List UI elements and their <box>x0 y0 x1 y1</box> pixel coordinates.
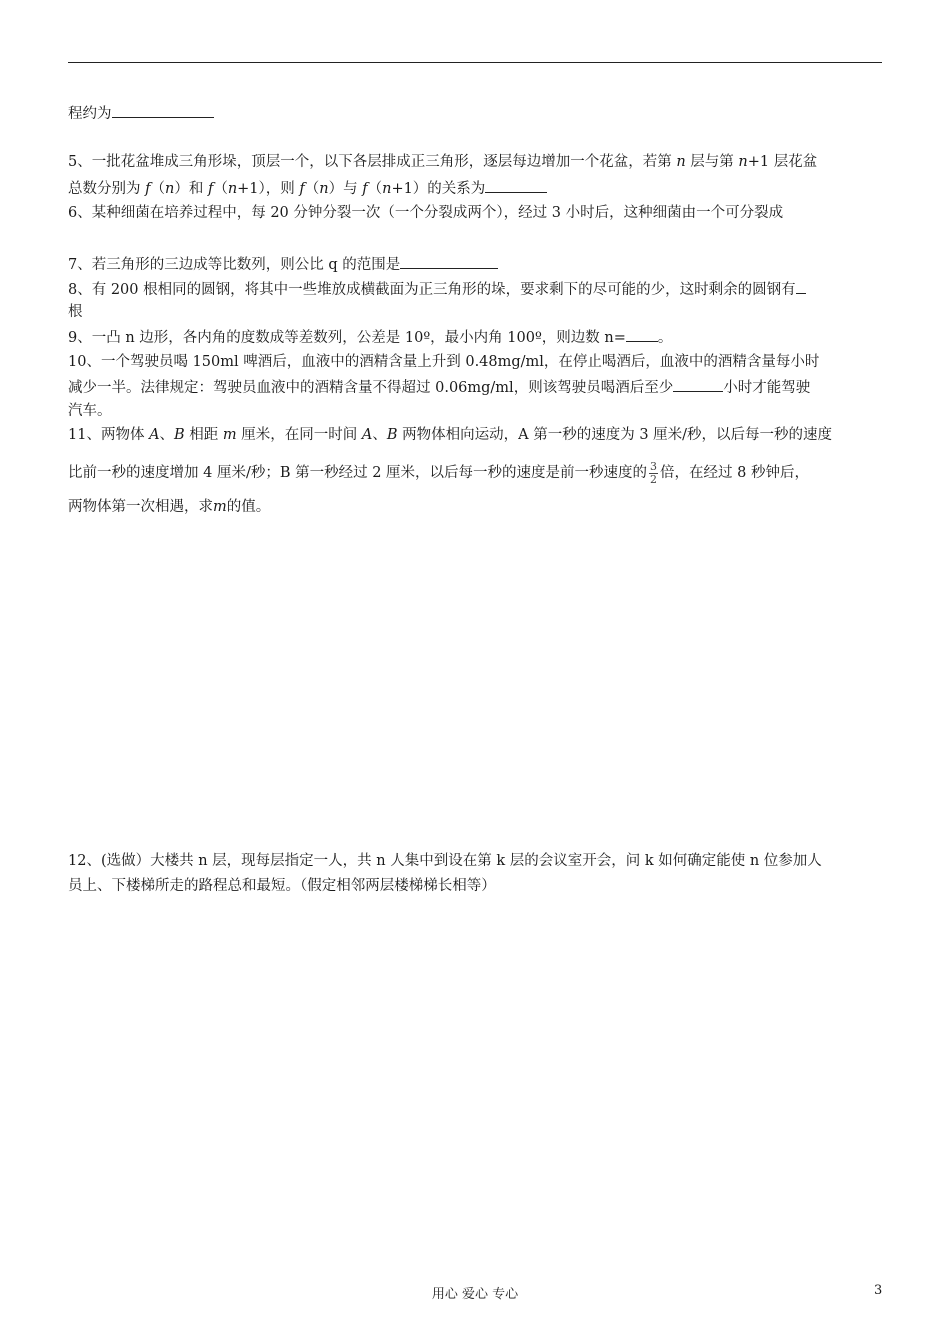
q5-line2: 总数分别为 f（n）和 f（n+1），则 f（n）与 f（n+1）的关系为 <box>68 178 888 199</box>
answer-blank[interactable] <box>796 279 806 294</box>
q11-line3: 两物体第一次相遇，求m的值。 <box>68 499 271 515</box>
answer-blank[interactable] <box>400 254 498 269</box>
q10-line3: 汽车。 <box>68 403 112 419</box>
q12-line1: 12、(选做）大楼共 n 层，现每层指定一人，共 n 人集中到设在第 k 层的会议室开会，问 k 如何确定能使 n 位参加人 <box>68 853 822 869</box>
q7-line1: 7、若三角形的三边成等比数列，则公比 q 的范围是 <box>68 254 888 275</box>
q8-line1: 8、有 200 根相同的圆钢，将其中一些堆放成横截面为正三角形的垛，要求剩下的尽可能的少，这时剩余的圆钢有 <box>68 279 888 300</box>
q11-line1: 11、两物体 A、B 相距 m 厘米，在同一时间 A、B 两物体相向运动，A 第一秒的速度为 3 厘米/秒，以后每一秒的速度 <box>68 427 833 443</box>
q6-line1: 6、某种细菌在培养过程中，每 20 分钟分裂一次（一个分裂成两个），经过 3 小时后，这种细菌由一个可分裂成 <box>68 205 784 221</box>
q10-line2: 减少一半。法律规定：驾驶员血液中的酒精含量不得超过 0.06mg/ml，则该驾驶员喝酒后至少 小时才能驾驶 <box>68 377 888 398</box>
q9-line1: 9、一凸 n 边形，各内角的度数成等差数列，公差是 10º，最小内角 100º，则边数 n= 。 <box>68 327 888 348</box>
fraction-three-halves: $\frac{3}{2}$ <box>650 459 658 486</box>
answer-blank[interactable] <box>673 377 723 392</box>
q11-line2: 比前一秒的速度增加 4 厘米/秒；B 第一秒经过 2 厘米，以后每一秒的速度是前一秒速度的 $\frac{3}{2}$ 倍，在经过 8 秒钟后， <box>68 459 809 486</box>
q10-line1: 10、一个驾驶员喝 150ml 啤酒后，血液中的酒精含量上升到 0.48mg/ml，在停止喝酒后，血液中的酒精含量每小时 <box>68 354 820 370</box>
q4-tail: 程约为 <box>68 103 888 124</box>
q5-line1: 5、一批花盆堆成三角形垛，顶层一个，以下各层排成正三角形，逐层每边增加一个花盆，若第 n 层与第 n+1 层花盆 <box>68 154 818 170</box>
footer-motto: 用心 爱心 专心 <box>431 1287 519 1302</box>
answer-blank[interactable] <box>112 103 214 118</box>
q12-line2: 员上、下楼梯所走的路程总和最短。（假定相邻两层楼梯梯长相等） <box>68 878 496 894</box>
header-rule <box>68 62 882 63</box>
q8-line2: 根 <box>68 304 83 320</box>
answer-blank[interactable] <box>485 178 547 193</box>
page-number: 3 <box>874 1283 883 1298</box>
answer-blank[interactable] <box>626 327 658 342</box>
